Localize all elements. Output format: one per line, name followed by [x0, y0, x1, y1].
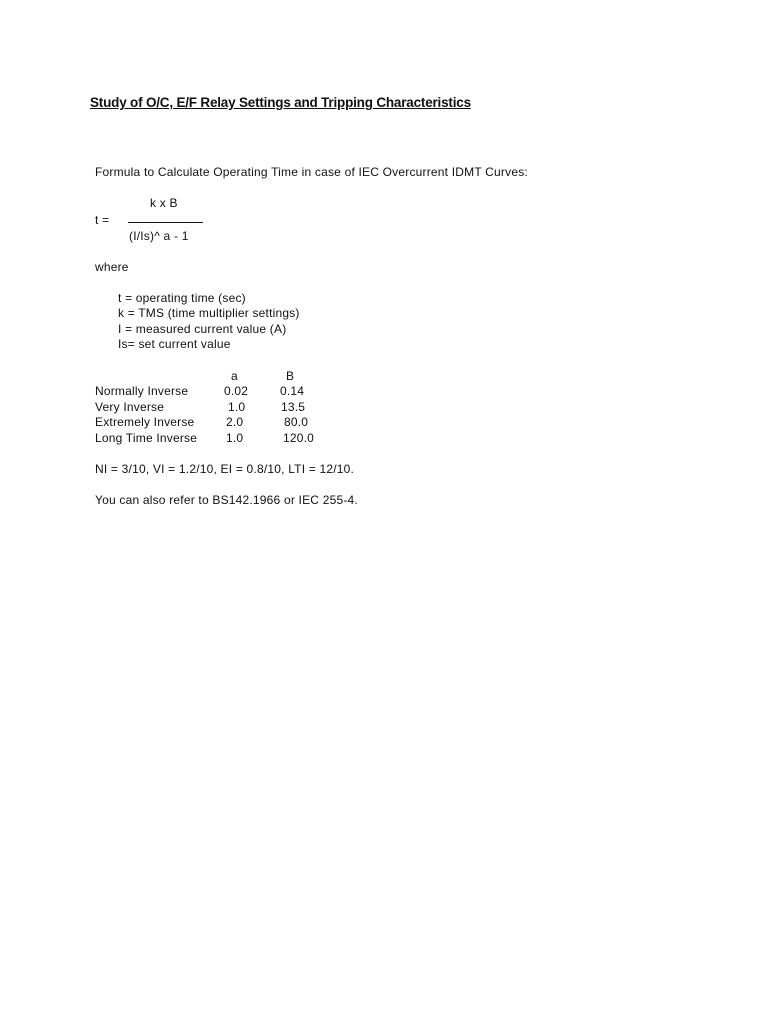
curve-b-value: 0.14	[280, 384, 305, 398]
definition-item: I = measured current value (A)	[118, 322, 287, 336]
curve-b-value: 80.0	[284, 415, 309, 429]
curve-name: Extremely Inverse	[95, 415, 195, 429]
definition-item: Is= set current value	[118, 337, 231, 351]
formula-numerator: k x B	[150, 196, 178, 210]
definition-item: t = operating time (sec)	[118, 291, 246, 305]
curve-a-value: 2.0	[226, 415, 244, 429]
formula-denominator: (I/Is)^ a - 1	[129, 229, 189, 243]
table-header-a: a	[231, 369, 238, 383]
curve-b-value: 120.0	[283, 431, 315, 445]
curve-name: Very Inverse	[95, 400, 165, 414]
intro-text: Formula to Calculate Operating Time in case of IEC Overcurrent IDMT Curves:	[95, 165, 528, 179]
ratio-text: NI = 3/10, VI = 1.2/10, EI = 0.8/10, LTI = 12/10.	[95, 462, 355, 476]
where-label: where	[95, 260, 129, 274]
formula-lhs: t =	[95, 213, 110, 227]
curve-b-value: 13.5	[281, 400, 306, 414]
table-header-b: B	[286, 369, 295, 383]
curve-name: Normally Inverse	[95, 384, 189, 398]
curve-a-value: 1.0	[228, 400, 246, 414]
curve-name: Long Time Inverse	[95, 431, 198, 445]
page-title: Study of O/C, E/F Relay Settings and Tripping Characteristics	[90, 95, 471, 110]
reference-text: You can also refer to BS142.1966 or IEC 255-4.	[95, 493, 358, 507]
curve-a-value: 0.02	[224, 384, 249, 398]
definition-item: k = TMS (time multiplier settings)	[118, 306, 300, 320]
fraction-bar	[128, 222, 203, 223]
curve-a-value: 1.0	[226, 431, 244, 445]
